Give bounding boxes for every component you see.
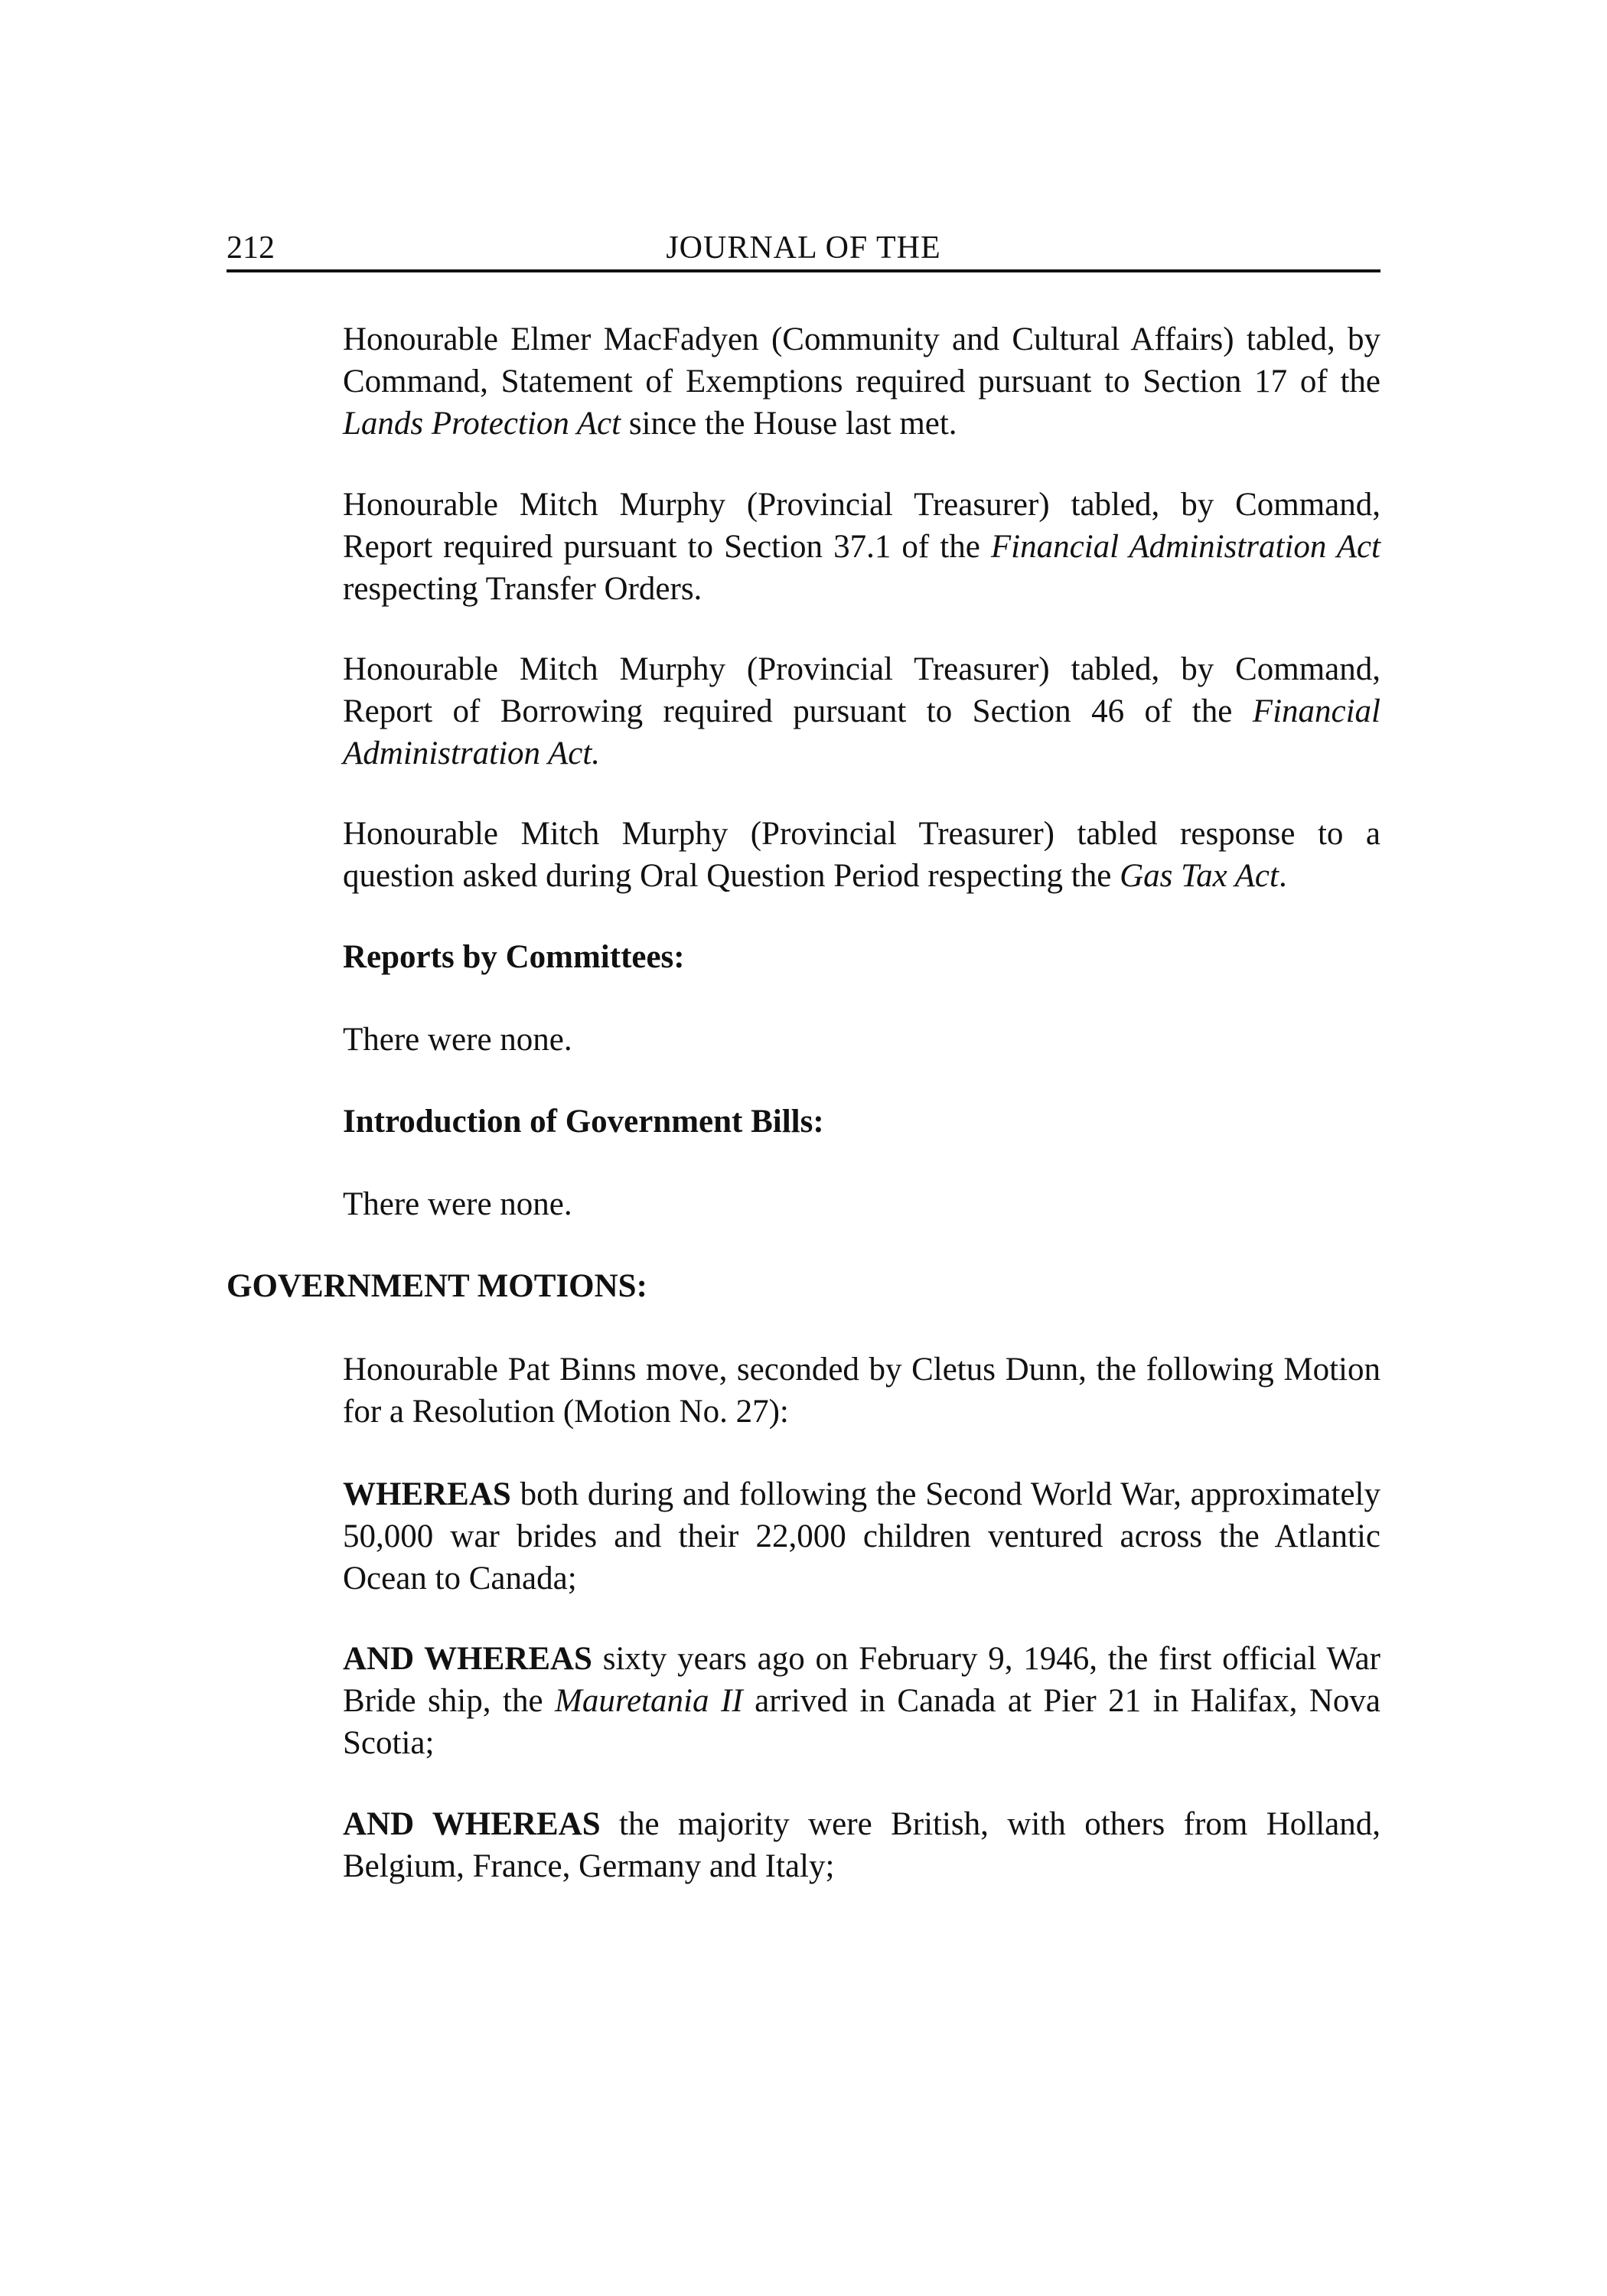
reports-by-committees-heading: Reports by Committees: xyxy=(343,939,685,975)
tabled-statement-of-exemptions: Honourable Elmer MacFadyen (Community and Cultural Affairs) tabled, by Command, Statement of Exemptions required pursuant to Section 17 of the Lands Protection Act since the House last met. xyxy=(343,321,1380,442)
motion-intro: Honourable Pat Binns move, seconded by Cletus Dunn, the following Motion for a Resolution (Motion No. 27): xyxy=(343,1352,1380,1430)
whereas-clause-3: AND WHEREAS the majority were British, with others from Holland, Belgium, France, Germany and Italy; xyxy=(343,1806,1380,1884)
tabled-report-of-borrowing: Honourable Mitch Murphy (Provincial Treasurer) tabled, by Command, Report of Borrowing required pursuant to Section 46 of the Financial Administration Act. xyxy=(343,651,1380,771)
act-name: Gas Tax Act xyxy=(1120,858,1279,894)
tabled-transfer-orders-report: Honourable Mitch Murphy (Provincial Treasurer) tabled, by Command, Report required pursuant to Section 37.1 of the Financial Administration Act respecting Transfer Orders. xyxy=(343,487,1380,607)
tabled-question-response: Honourable Mitch Murphy (Provincial Treasurer) tabled response to a question asked during Oral Question Period respecting the Gas Tax Act. xyxy=(343,816,1380,894)
government-bills-heading: Introduction of Government Bills: xyxy=(343,1104,824,1140)
government-motions-heading: GOVERNMENT MOTIONS: xyxy=(227,1268,647,1304)
reports-by-committees-text: There were none. xyxy=(343,1022,572,1058)
journal-title: JOURNAL OF THE xyxy=(666,230,941,266)
page-number: 212 xyxy=(227,230,275,266)
act-name: Financial Administration Act. xyxy=(343,693,1380,771)
whereas-clause-1: WHEREAS both during and following the Second World War, approximately 50,000 war brides and their 22,000 children ventured across the Atlantic Ocean to Canada; xyxy=(343,1476,1380,1596)
whereas-clause-2: AND WHEREAS sixty years ago on February 9, 1946, the first official War Bride ship, the Mauretania II arrived in Canada at Pier 21 in Halifax, Nova Scotia; xyxy=(343,1641,1380,1761)
ship-name: Mauretania II xyxy=(555,1683,743,1719)
whereas-keyword: AND WHEREAS xyxy=(343,1806,601,1842)
government-bills-text: There were none. xyxy=(343,1186,572,1222)
running-head xyxy=(227,227,1380,272)
whereas-keyword: AND WHEREAS xyxy=(343,1641,592,1677)
act-name: Financial Administration Act xyxy=(990,529,1380,565)
whereas-keyword: WHEREAS xyxy=(343,1476,511,1512)
act-name: Lands Protection Act xyxy=(343,406,621,442)
